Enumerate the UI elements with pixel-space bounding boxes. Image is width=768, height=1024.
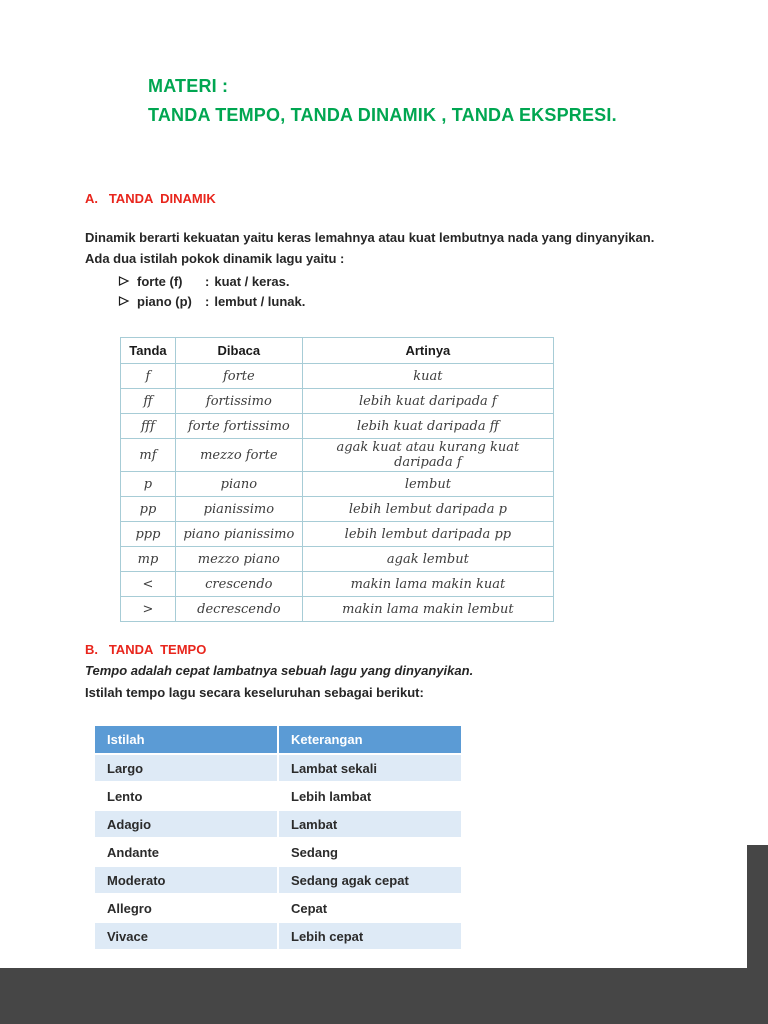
title-line-1: MATERI : (148, 76, 229, 96)
table-cell: kuat (302, 364, 553, 389)
table-cell: agak kuat atau kurang kuat daripada f (302, 439, 553, 472)
table-row (121, 439, 554, 472)
section-a-paragraph-2: Ada dua istilah pokok dinamik lagu yaitu : (85, 251, 345, 266)
section-b-paragraph-2: Istilah tempo lagu secara keseluruhan sebagai berikut: (85, 685, 424, 700)
table-cell: agak lembut (302, 547, 553, 572)
section-b-heading: B. TANDA TEMPO (85, 642, 207, 657)
table-row (121, 572, 554, 597)
bullet-term: forte (f) (137, 273, 183, 289)
arrow-bullet-icon (118, 275, 130, 287)
table-cell: > (121, 597, 176, 622)
table-cell: Andante (94, 838, 278, 866)
bullet-term: piano (p) (137, 293, 192, 309)
table-cell: makin lama makin lembut (302, 597, 553, 622)
table-cell: f (121, 364, 176, 389)
table-cell: decrescendo (175, 597, 302, 622)
table-cell: Adagio (94, 810, 278, 838)
tempo-table (93, 724, 463, 951)
section-a-heading: A. TANDA DINAMIK (85, 191, 216, 206)
table-cell: Lebih cepat (278, 922, 462, 950)
table-cell: pp (121, 497, 176, 522)
table-row (121, 547, 554, 572)
table-header-row (94, 725, 462, 754)
bullet-separator: : (205, 273, 210, 289)
table-cell: mf (121, 439, 176, 472)
table-cell: Lambat (278, 810, 462, 838)
column-header: Artinya (302, 338, 553, 364)
section-b-paragraph-1: Tempo adalah cepat lambatnya sebuah lagu yang dinyanyikan. (85, 663, 474, 678)
bullet-desc: lembut / lunak. (214, 293, 306, 309)
table-cell: piano pianissimo (175, 522, 302, 547)
table-cell: Lambat sekali (278, 754, 462, 782)
table-cell: Moderato (94, 866, 278, 894)
table-cell: lebih kuat daripada ff (302, 414, 553, 439)
title-line-2: TANDA TEMPO, TANDA DINAMIK , TANDA EKSPRESI. (148, 105, 617, 125)
table-cell: Lento (94, 782, 278, 810)
table-row (121, 414, 554, 439)
table-row (121, 497, 554, 522)
table-row (94, 810, 462, 838)
table-cell: Allegro (94, 894, 278, 922)
table-cell: crescendo (175, 572, 302, 597)
arrow-bullet-icon (118, 295, 130, 307)
dynamics-table-body (121, 364, 554, 622)
column-header: Tanda (121, 338, 176, 364)
table-cell: forte (175, 364, 302, 389)
page-title (148, 72, 617, 130)
viewer-strip-bottom (0, 968, 768, 1024)
table-row (121, 472, 554, 497)
bullet-item (118, 291, 305, 311)
table-cell: lebih kuat daripada f (302, 389, 553, 414)
column-header: Istilah (94, 725, 278, 754)
table-row (94, 922, 462, 950)
table-cell: Sedang agak cepat (278, 866, 462, 894)
table-cell: mp (121, 547, 176, 572)
table-row (94, 782, 462, 810)
table-row (121, 389, 554, 414)
table-cell: Cepat (278, 894, 462, 922)
table-cell: < (121, 572, 176, 597)
table-cell: p (121, 472, 176, 497)
table-cell: lebih lembut daripada p (302, 497, 553, 522)
table-cell: Vivace (94, 922, 278, 950)
table-cell: piano (175, 472, 302, 497)
table-cell: Largo (94, 754, 278, 782)
bullet-separator: : (205, 293, 210, 309)
section-a-paragraph-1: Dinamik berarti kekuatan yaitu keras lemahnya atau kuat lembutnya nada yang dinyanyikan. (85, 230, 655, 245)
table-cell: ppp (121, 522, 176, 547)
tempo-table-body (94, 754, 462, 950)
table-cell: lebih lembut daripada pp (302, 522, 553, 547)
table-row (94, 866, 462, 894)
dynamics-table (120, 337, 554, 622)
column-header: Keterangan (278, 725, 462, 754)
table-cell: lembut (302, 472, 553, 497)
table-row (121, 522, 554, 547)
table-row (94, 754, 462, 782)
table-row (121, 597, 554, 622)
table-cell: pianissimo (175, 497, 302, 522)
table-cell: fortissimo (175, 389, 302, 414)
table-cell: mezzo forte (175, 439, 302, 472)
bullet-item (118, 271, 305, 291)
table-row (94, 894, 462, 922)
bullet-desc: kuat / keras. (214, 273, 290, 289)
table-row (121, 364, 554, 389)
column-header: Dibaca (175, 338, 302, 364)
bullet-list (118, 271, 305, 311)
table-row (94, 838, 462, 866)
table-cell: ff (121, 389, 176, 414)
table-cell: mezzo piano (175, 547, 302, 572)
table-cell: Sedang (278, 838, 462, 866)
table-cell: Lebih lambat (278, 782, 462, 810)
table-cell: forte fortissimo (175, 414, 302, 439)
table-header-row (121, 338, 554, 364)
table-cell: makin lama makin kuat (302, 572, 553, 597)
table-cell: fff (121, 414, 176, 439)
